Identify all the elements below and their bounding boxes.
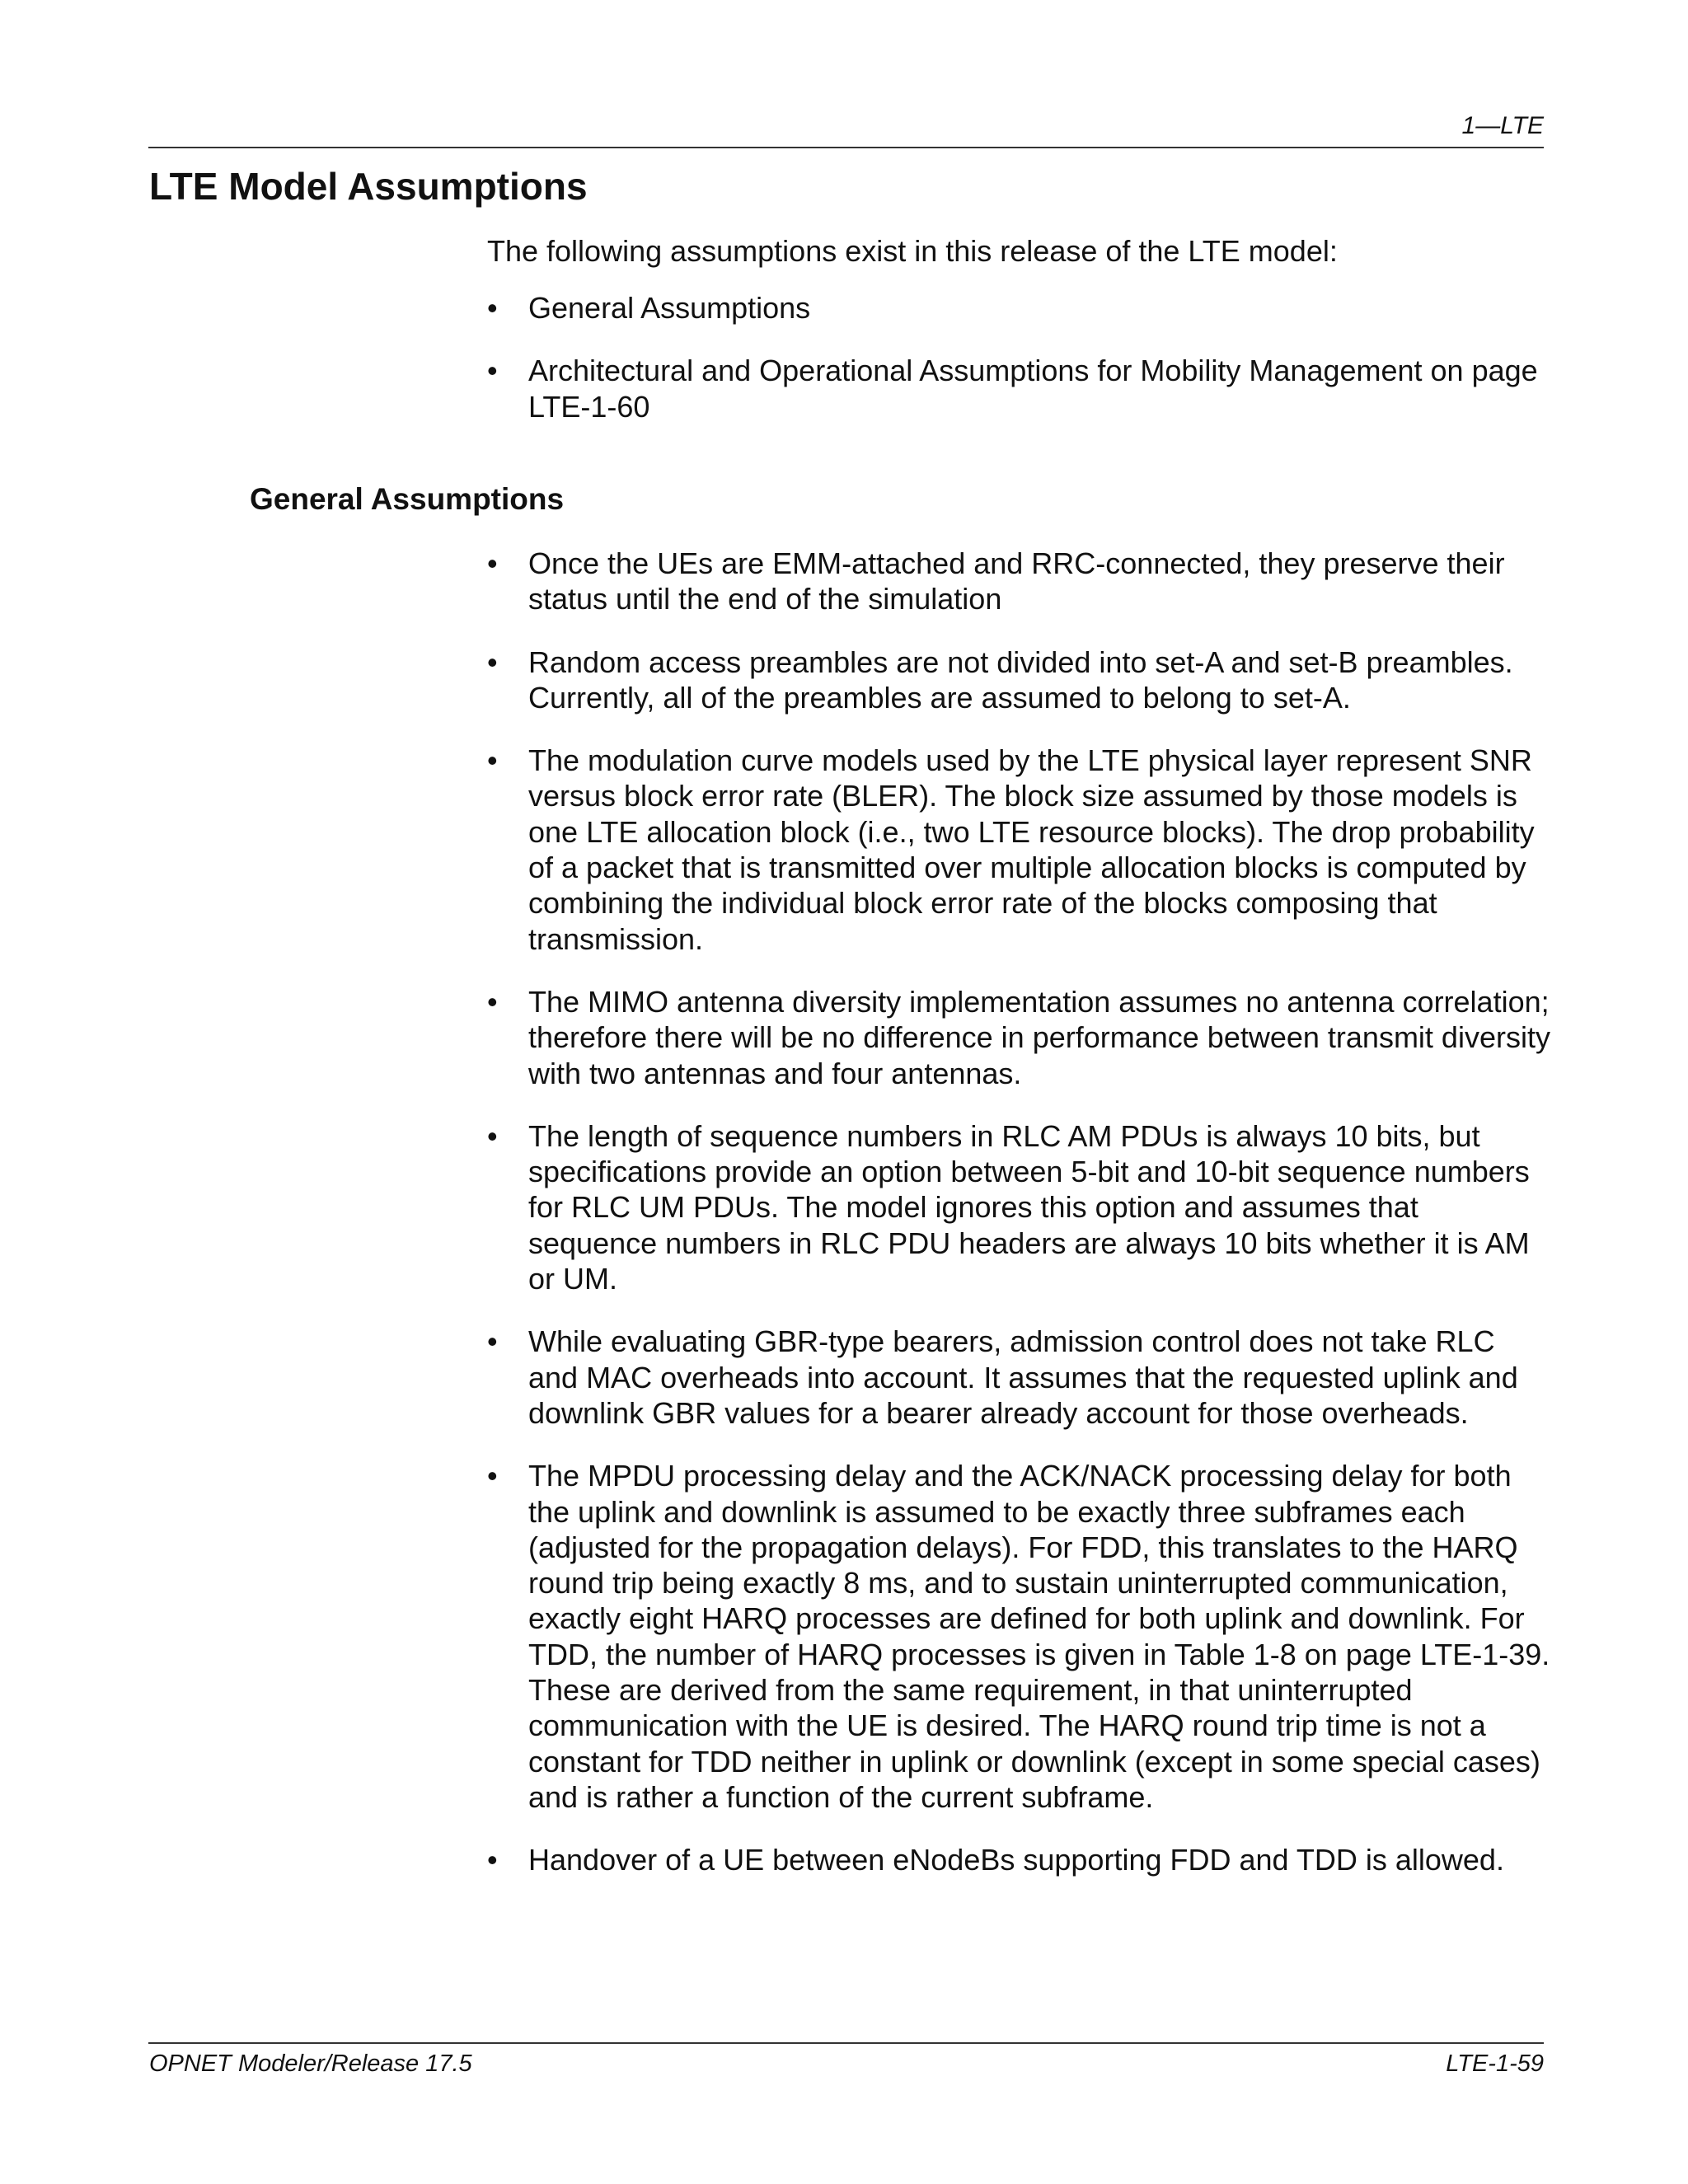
- bullet-icon: •: [487, 1843, 498, 1877]
- list-item-text: While evaluating GBR-type bearers, admission control does not take RLC and MAC overheads into account. It assumes that the requested uplink and downlink GBR values for a bearer already account for those overheads.: [528, 1324, 1518, 1430]
- list-item-text: Random access preambles are not divided into set-A and set-B preambles. Currently, all of the preambles are assumed to belong to set-A.: [528, 644, 1513, 715]
- section-title: LTE Model Assumptions: [149, 165, 588, 208]
- list-item-text[interactable]: Architectural and Operational Assumptions for Mobility Management on page LTE-1-60: [528, 354, 1538, 424]
- list-item: [487, 644, 1550, 716]
- list-item: [487, 743, 1550, 957]
- list-item-text: Once the UEs are EMM-attached and RRC-connected, they preserve their status until the end of the simulation: [528, 546, 1505, 616]
- intro-paragraph: The following assumptions exist in this release of the LTE model:: [487, 234, 1338, 268]
- bullet-icon: •: [487, 1459, 498, 1493]
- bullet-icon: •: [487, 291, 498, 325]
- list-item: [487, 1324, 1550, 1431]
- list-item: [487, 1458, 1550, 1815]
- list-item: [487, 984, 1550, 1091]
- bullet-icon: •: [487, 1118, 498, 1153]
- list-item: [487, 1842, 1550, 1877]
- header-divider: [148, 147, 1544, 148]
- list-item-text: The MPDU processing delay and the ACK/NACK processing delay for both the uplink and downlink is assumed to be exactly three subframes each (adjusted for the propagation delays). For FDD, this translates to the HARQ round trip being exactly 8 ms, and to sustain uninterrupted communication, exactly eight HARQ processes are defined for both uplink and downlink. For TDD, the number of HARQ processes is given in Table 1-8 on page LTE-1-39. These are derived from the same requirement, in that uninterrupted communication with the UE is desired. The HARQ round trip time is not a constant for TDD neither in uplink or downlink (except in some special cases) and is rather a function of the current subframe.: [528, 1459, 1550, 1814]
- list-item-text: The length of sequence numbers in RLC AM PDUs is always 10 bits, but specifications provide an option between 5-bit and 10-bit sequence numbers for RLC UM PDUs. The model ignores this option and assumes that sequence numbers in RLC PDU headers are always 10 bits whether it is AM or UM.: [528, 1118, 1530, 1296]
- list-item: [487, 290, 1550, 326]
- bullet-icon: •: [487, 984, 498, 1019]
- bullet-icon: •: [487, 546, 498, 580]
- running-header: 1—LTE: [1461, 112, 1544, 139]
- bullet-icon: •: [487, 743, 498, 778]
- list-item-text: Handover of a UE between eNodeBs supporting FDD and TDD is allowed.: [528, 1843, 1504, 1877]
- footer-divider: [148, 2042, 1544, 2044]
- list-item-text[interactable]: General Assumptions: [528, 291, 811, 325]
- list-item: [487, 353, 1550, 424]
- list-item-text: The MIMO antenna diversity implementation assumes no antenna correlation; therefore there will be no difference in performance between transmit diversity with two antennas and four antennas.: [528, 984, 1550, 1090]
- assumption-topics-list: [487, 290, 1550, 452]
- bullet-icon: •: [487, 1324, 498, 1359]
- bullet-icon: •: [487, 354, 498, 388]
- footer-page-number: LTE-1-59: [1446, 2050, 1544, 2077]
- list-item-text: The modulation curve models used by the LTE physical layer represent SNR versus block error rate (BLER). The block size assumed by those models is one LTE allocation block (i.e., two LTE resource blocks). The drop probability of a packet that is transmitted over multiple allocation blocks is computed by combining the individual block error rate of the blocks composing that transmission.: [528, 743, 1535, 956]
- general-assumptions-list: [487, 546, 1550, 1905]
- bullet-icon: •: [487, 644, 498, 679]
- list-item: [487, 546, 1550, 617]
- list-item: [487, 1118, 1550, 1296]
- subsection-title: General Assumptions: [250, 482, 565, 516]
- footer-product-release: OPNET Modeler/Release 17.5: [149, 2050, 472, 2077]
